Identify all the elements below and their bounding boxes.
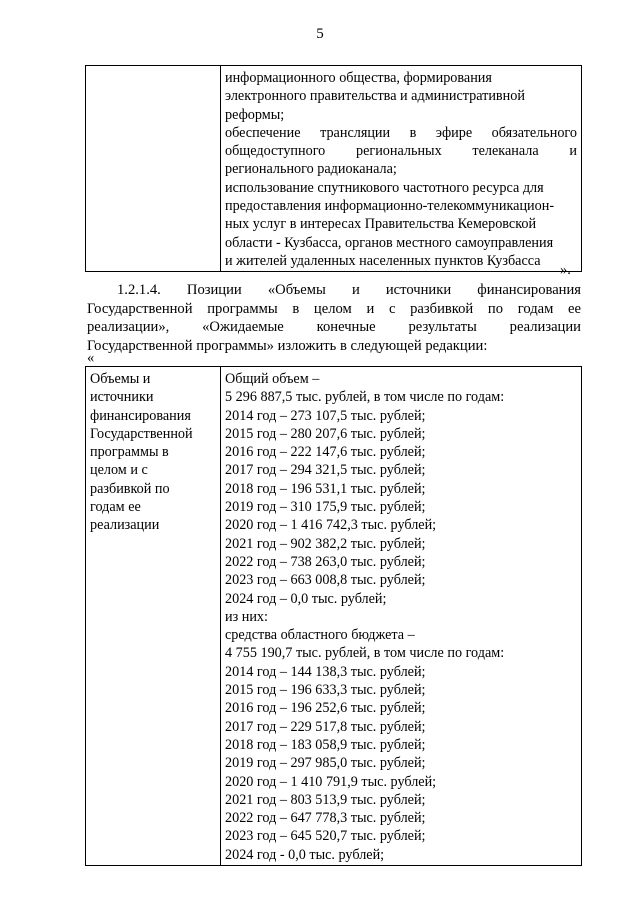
paragraph-line: 1.2.1.4. Позиции «Объемы и источники финансирования (117, 282, 581, 298)
cell-line: электронного правительства и административной (225, 88, 525, 105)
cell-line: области - Кузбасса, органов местного самоуправления (225, 234, 554, 251)
cell-line: источники (90, 389, 154, 406)
cell-line: 2022 год – 647 778,3 тыс. рублей; (225, 810, 426, 827)
cell-line: и жителей удаленных населенных пунктов Кузбасса (225, 252, 541, 269)
financing-table (85, 366, 582, 866)
cell-line: 2021 год – 902 382,2 тыс. рублей; (225, 535, 426, 552)
cell-line: разбивкой по (90, 480, 170, 497)
cell-line: 2017 год – 229 517,8 тыс. рублей; (225, 718, 426, 735)
cell-line: Объемы и (90, 371, 151, 387)
cell-line: 2015 год – 196 633,3 тыс. рублей; (225, 682, 426, 699)
table-cell-heading (86, 367, 221, 866)
cell-line: 2016 год – 222 147,6 тыс. рублей; (225, 444, 426, 461)
cell-line: 2023 год – 663 008,8 тыс. рублей; (225, 572, 426, 589)
page-number: 5 (316, 26, 324, 42)
cell-line: Общий объем – (225, 371, 320, 387)
cell-line: информационного общества, формирования (225, 70, 492, 86)
cell-line: 2019 год – 310 175,9 тыс. рублей; (225, 499, 426, 516)
cell-line: 5 296 887,5 тыс. рублей, в том числе по годам: (225, 389, 505, 406)
table-row (86, 66, 582, 272)
cell-line: использование спутникового частотного ресурса для (225, 179, 544, 196)
cell-line: 4 755 190,7 тыс. рублей, в том числе по годам: (225, 645, 505, 662)
open-quote: « (87, 350, 95, 366)
cell-line: целом и с (90, 462, 148, 479)
paragraph-line: реализации», «Ожидаемые конечные результаты реализации (87, 319, 581, 336)
cell-line: 2024 год – 0,0 тыс. рублей; (225, 590, 387, 607)
cell-line: 2021 год – 803 513,9 тыс. рублей; (225, 791, 426, 808)
table-cell-text (221, 66, 582, 272)
cell-line: годам ее (90, 499, 141, 516)
cell-line: регионального радиоканала; (225, 161, 397, 178)
table-cell-empty (86, 66, 221, 272)
paragraph-line: Государственной программы» изложить в следующей редакции: (87, 337, 488, 354)
table-cell-values (221, 367, 582, 866)
cell-line: из них: (225, 608, 268, 625)
cell-line: 2020 год – 1 410 791,9 тыс. рублей; (225, 773, 437, 790)
cell-line: 2024 год - 0,0 тыс. рублей; (225, 846, 385, 863)
cell-line: 2015 год – 280 207,6 тыс. рублей; (225, 425, 426, 442)
cell-line: 2017 год – 294 321,5 тыс. рублей; (225, 462, 426, 479)
paragraph-line: Государственной программы в целом и с разбивкой по годам ее (87, 300, 581, 317)
table-row (86, 367, 582, 866)
cell-line: 2023 год – 645 520,7 тыс. рублей; (225, 828, 426, 845)
cell-line: общедоступного региональных телеканала и (225, 143, 577, 160)
cell-line: 2018 год – 196 531,1 тыс. рублей; (225, 480, 426, 497)
amendment-paragraph (87, 281, 581, 355)
cell-line: реализации (90, 517, 160, 534)
cell-line: обеспечение трансляции в эфире обязательного (225, 124, 577, 141)
cell-line: 2016 год – 196 252,6 тыс. рублей; (225, 700, 426, 717)
cell-line: 2020 год – 1 416 742,3 тыс. рублей; (225, 517, 437, 534)
cell-line: 2014 год – 144 138,3 тыс. рублей; (225, 663, 426, 680)
cell-line: предоставления информационно-телекоммуникацион- (225, 198, 555, 215)
cell-line: 2019 год – 297 985,0 тыс. рублей; (225, 755, 426, 772)
cell-line: реформы; (225, 106, 285, 123)
cell-line: 2022 год – 738 263,0 тыс. рублей; (225, 553, 426, 570)
cell-line: 2018 год – 183 058,9 тыс. рублей; (225, 736, 426, 753)
cell-line: ных услуг в интересах Правительства Кемеровской (225, 216, 537, 233)
closing-quote: ». (560, 262, 571, 278)
cell-line: финансирования (90, 407, 191, 424)
cell-line: средства областного бюджета – (225, 627, 415, 644)
cell-line: программы в (90, 444, 169, 461)
cell-line: 2014 год – 273 107,5 тыс. рублей; (225, 407, 426, 424)
table-continuation (85, 65, 582, 272)
cell-line: Государственной (90, 425, 193, 442)
